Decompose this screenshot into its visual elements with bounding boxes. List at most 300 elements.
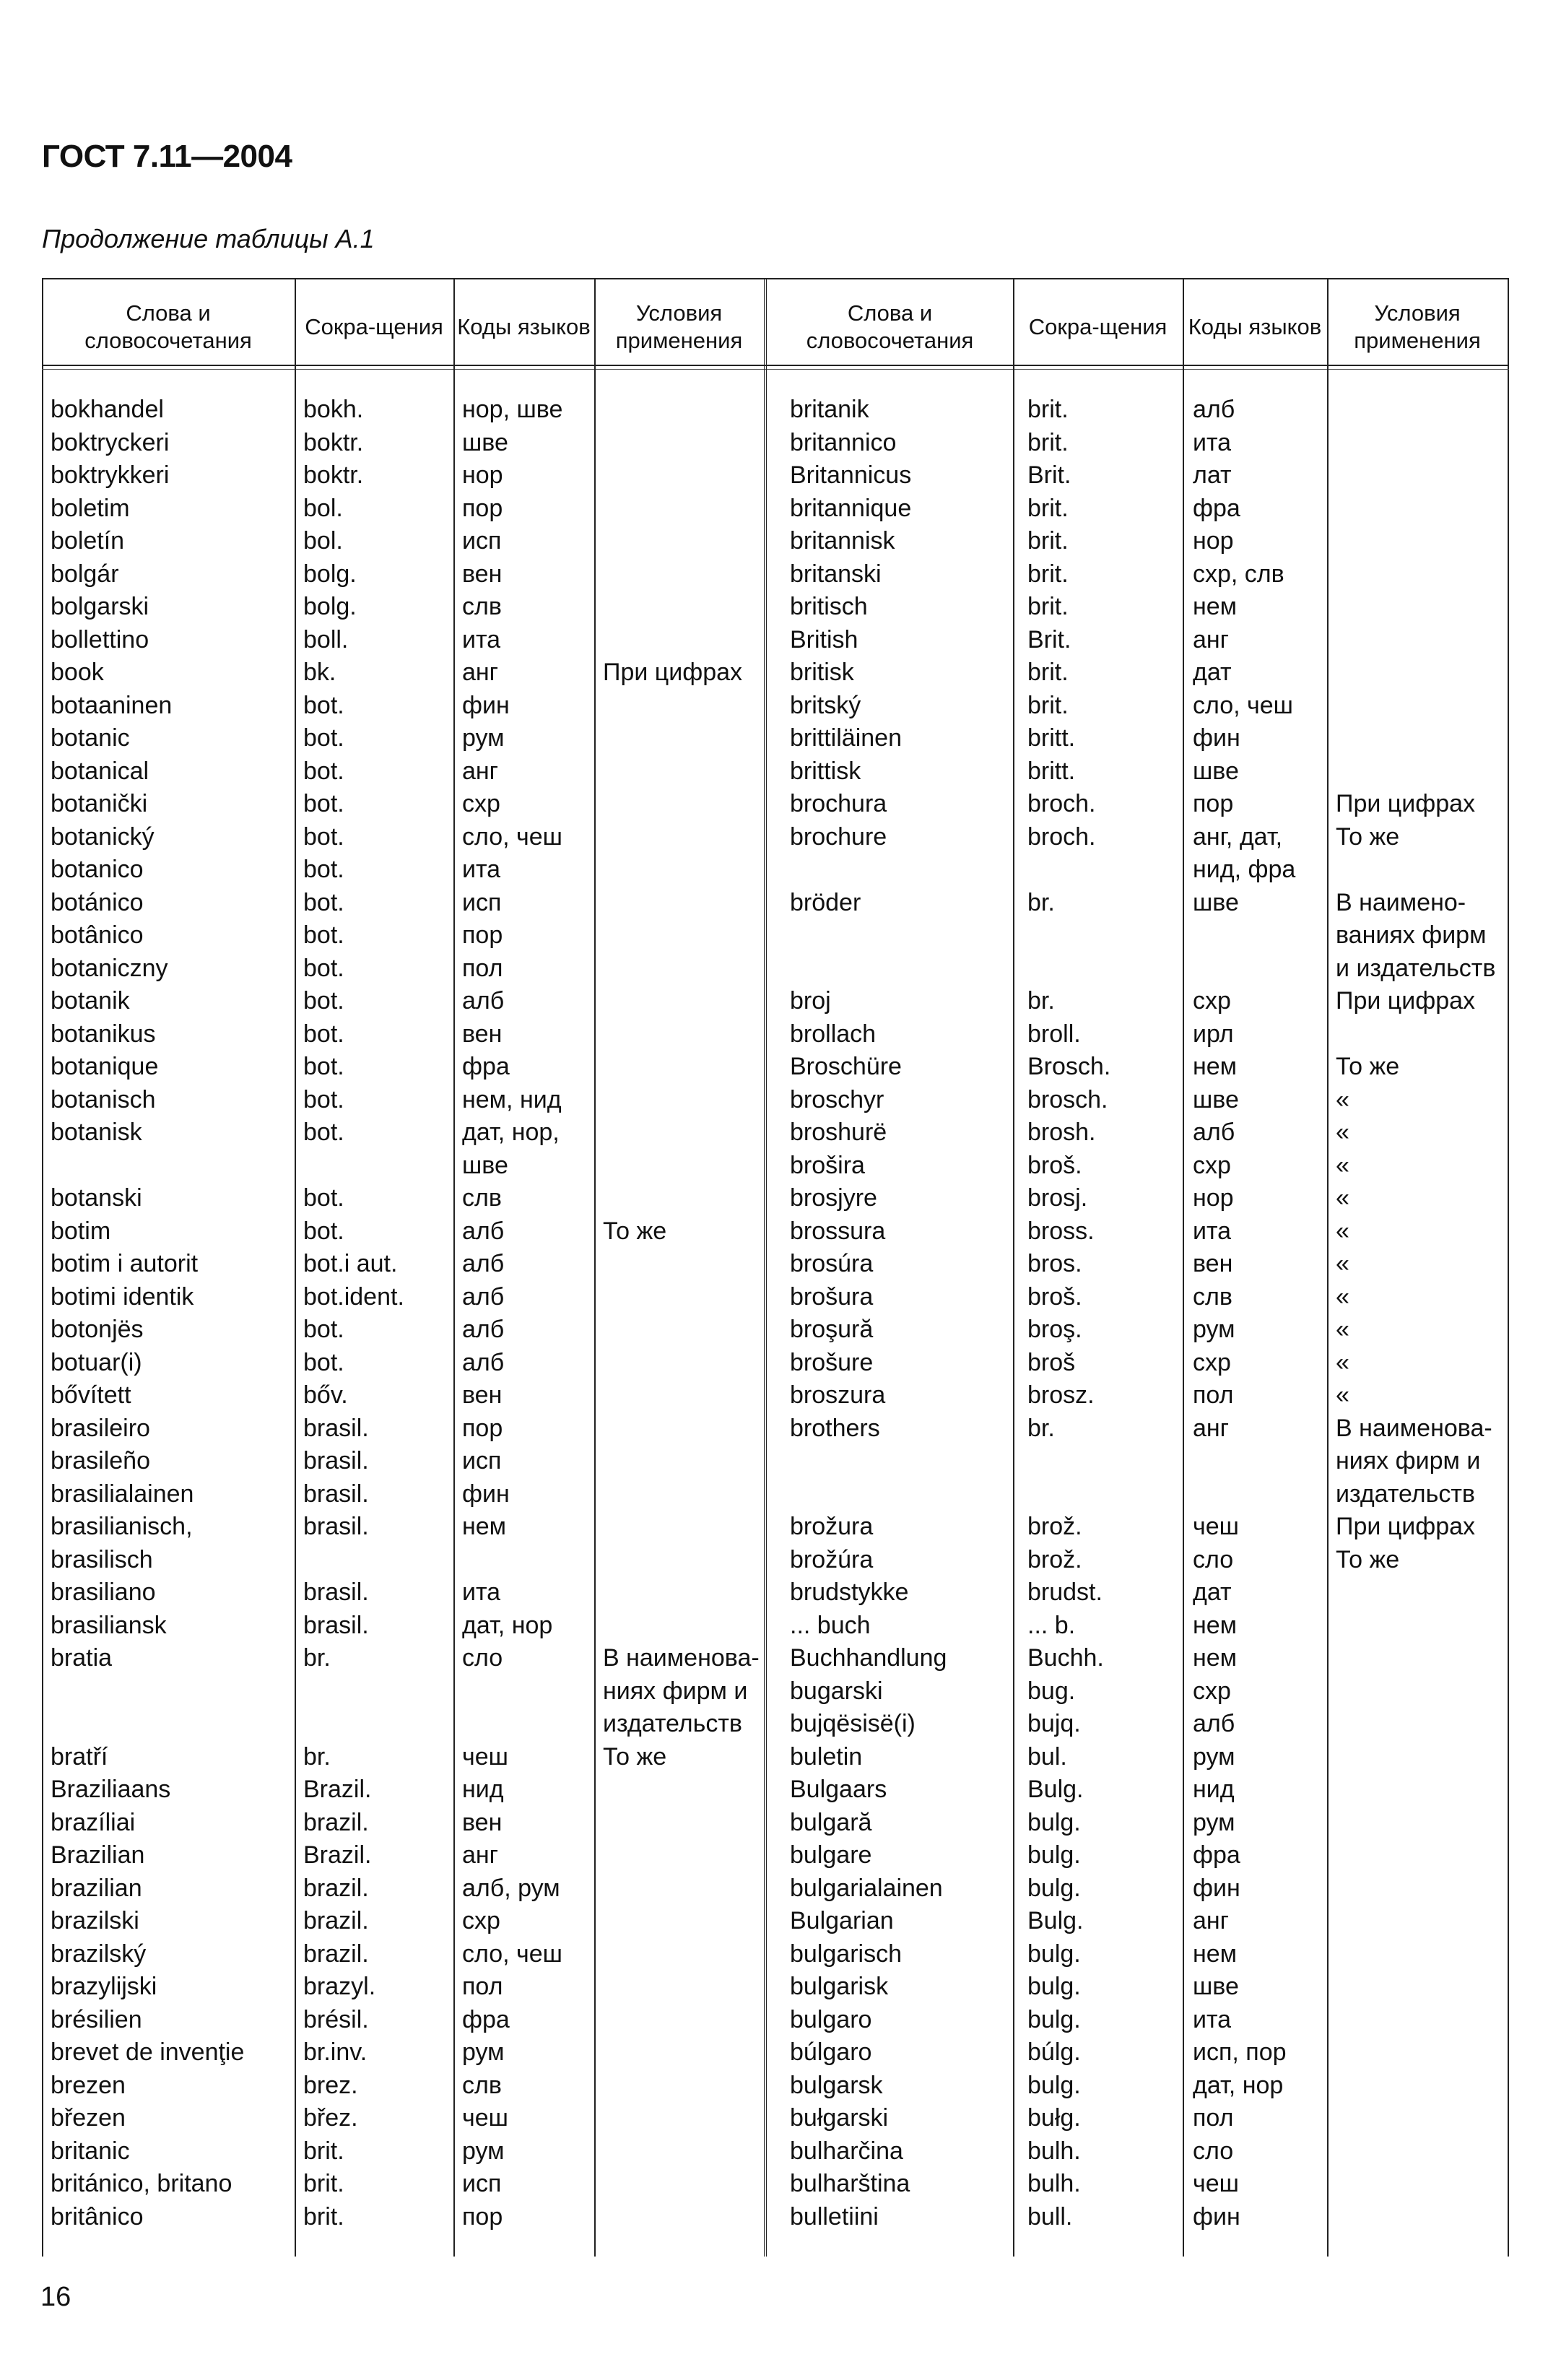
cell-abbreviation: bul. — [1027, 1742, 1067, 1771]
cell-abbreviation: bolg. — [303, 593, 357, 620]
cell-language-codes: нем — [1193, 1611, 1238, 1639]
table-row — [42, 1248, 1509, 1281]
table-row — [42, 854, 1509, 887]
cell-abbreviation: brazil. — [303, 1874, 369, 1902]
cell-word: bokhandel — [51, 396, 164, 423]
cell-word: botaaninen — [51, 691, 173, 719]
cell-word: British — [790, 625, 858, 653]
cell-language-codes: фин — [1193, 724, 1240, 752]
cell-word: bulharčina — [790, 2137, 903, 2165]
cell-word: botanický — [51, 822, 155, 851]
cell-conditions: и издательств — [1336, 954, 1496, 982]
cell-language-codes: чеш — [462, 2104, 508, 2132]
cell-word: bulgarsk — [790, 2071, 883, 2099]
cell-abbreviation: brésil. — [303, 2005, 369, 2033]
cell-abbreviation: brit. — [1027, 396, 1069, 423]
cell-word: bułgarski — [790, 2104, 889, 2132]
cell-abbreviation: bol. — [303, 494, 343, 522]
cell-abbreviation: Brazil. — [303, 1776, 372, 1803]
table-row — [42, 1511, 1509, 1544]
cell-language-codes: дат, нор, — [462, 1119, 560, 1146]
cell-conditions: « — [1336, 1348, 1349, 1376]
cell-language-codes: нор — [1193, 527, 1234, 555]
cell-abbreviation: bros. — [1027, 1250, 1082, 1277]
table-row — [42, 1445, 1509, 1478]
cell-word: botim i autorit — [51, 1250, 199, 1277]
table-row — [42, 1741, 1509, 1774]
cell-abbreviation: brit. — [1027, 691, 1069, 719]
header-divider — [42, 365, 1509, 366]
cell-abbreviation: brož. — [1027, 1513, 1082, 1540]
cell-abbreviation: brazil. — [303, 1808, 369, 1836]
table-row — [42, 1807, 1509, 1840]
table-row — [42, 1412, 1509, 1446]
table-row — [42, 2201, 1509, 2234]
cell-conditions: В наименова- — [1336, 1414, 1492, 1442]
cell-conditions: издательств — [1336, 1480, 1475, 1508]
cell-abbreviation: broš — [1027, 1348, 1076, 1376]
cell-word: botanski — [51, 1184, 142, 1212]
cell-abbreviation: broch. — [1027, 790, 1096, 817]
cell-abbreviation: bug. — [1027, 1677, 1076, 1705]
cell-language-codes: шве — [1193, 757, 1239, 785]
cell-abbreviation: brasil. — [303, 1611, 369, 1639]
cell-language-codes: алб — [462, 987, 505, 1015]
cell-language-codes: лат — [1193, 461, 1232, 489]
cell-word: botanisch — [51, 1085, 156, 1113]
cell-abbreviation: britt. — [1027, 757, 1076, 785]
cell-language-codes: фра — [1193, 494, 1240, 522]
cell-abbreviation: br. — [1027, 1414, 1055, 1442]
cell-language-codes: рум — [1193, 1808, 1235, 1836]
cell-language-codes: пор — [462, 494, 503, 522]
cell-abbreviation: brit. — [1027, 428, 1069, 456]
cell-abbreviation: bot. — [303, 856, 344, 883]
cell-language-codes: сло, чеш — [1193, 691, 1293, 719]
cell-conditions: ниях фирм и — [1336, 1447, 1481, 1475]
cell-language-codes: алб — [462, 1282, 505, 1311]
cell-abbreviation: brosz. — [1027, 1381, 1095, 1409]
cell-word: bulgare — [790, 1841, 872, 1869]
cell-language-codes: анг — [1193, 625, 1230, 653]
cell-language-codes: алб — [1193, 1119, 1235, 1146]
cell-language-codes: нор, шве — [462, 396, 563, 423]
cell-abbreviation: broll. — [1027, 1020, 1081, 1048]
cell-language-codes: пор — [462, 1414, 503, 1442]
cell-word: britannisk — [790, 527, 895, 555]
cell-abbreviation: bot.i aut. — [303, 1250, 398, 1277]
header-language-codes: Коды языков — [457, 314, 591, 339]
cell-abbreviation: bot. — [303, 888, 344, 916]
cell-word: buletin — [790, 1742, 863, 1771]
cell-language-codes: дат — [1193, 1578, 1232, 1606]
table-row — [42, 1544, 1509, 1577]
cell-conditions: То же — [1336, 822, 1400, 851]
cell-word: bolgár — [51, 560, 119, 588]
cell-language-codes: нем — [1193, 593, 1238, 620]
cell-word: broszura — [790, 1381, 886, 1409]
cell-abbreviation: bułg. — [1027, 2104, 1081, 2132]
cell-language-codes: анг — [462, 659, 499, 686]
cell-abbreviation: br. — [1027, 987, 1055, 1015]
cell-word: brevet de invenţie — [51, 2038, 245, 2066]
table-row — [42, 1018, 1509, 1051]
cell-language-codes: рум — [1193, 1316, 1235, 1343]
cell-conditions: При цифрах — [1336, 790, 1476, 817]
table-row — [42, 1938, 1509, 1971]
cell-abbreviation: broch. — [1027, 822, 1096, 851]
cell-language-codes: чеш — [1193, 2170, 1239, 2197]
cell-language-codes: схр — [1193, 1677, 1231, 1705]
cell-language-codes: нид — [462, 1776, 504, 1803]
cell-language-codes: пол — [1193, 2104, 1234, 2132]
cell-language-codes: нем — [1193, 1053, 1238, 1080]
cell-conditions: « — [1336, 1151, 1349, 1179]
header-abbreviations: Сокра-щения — [1028, 314, 1168, 339]
cell-abbreviation: bot.ident. — [303, 1282, 404, 1311]
cell-language-codes: анг — [1193, 1414, 1230, 1442]
cell-word: březen — [51, 2104, 126, 2132]
cell-language-codes: рум — [462, 2137, 505, 2165]
cell-word: botanique — [51, 1053, 159, 1080]
cell-word: brošura — [790, 1282, 874, 1311]
cell-word: botânico — [51, 921, 144, 949]
cell-abbreviation: brit. — [1027, 593, 1069, 620]
cell-word: brazylijski — [51, 1973, 157, 2000]
cell-abbreviation: broš. — [1027, 1151, 1082, 1179]
cell-word: book — [51, 659, 104, 686]
cell-word: brošira — [790, 1151, 865, 1179]
cell-abbreviation: bulg. — [1027, 1808, 1081, 1836]
cell-word: botanic — [51, 724, 130, 752]
cell-word: botimi identik — [51, 1282, 194, 1311]
table-row — [42, 2168, 1509, 2201]
cell-word: brossura — [790, 1217, 886, 1245]
cell-language-codes: исп — [462, 1447, 502, 1475]
cell-language-codes: сло — [462, 1644, 503, 1672]
cell-abbreviation: brož. — [1027, 1545, 1082, 1573]
cell-language-codes: фин — [1193, 1874, 1240, 1902]
cell-language-codes: схр — [1193, 987, 1231, 1015]
cell-word: brasiliansk — [51, 1611, 167, 1639]
cell-word: britanic — [51, 2137, 130, 2165]
table-row — [42, 1150, 1509, 1183]
cell-word: brothers — [790, 1414, 880, 1442]
cell-conditions: ваниях фирм — [1336, 921, 1487, 949]
cell-abbreviation: bot. — [303, 1119, 344, 1146]
cell-word: Bulgaars — [790, 1776, 887, 1803]
cell-abbreviation: brasil. — [303, 1513, 369, 1540]
cell-language-codes: нид, фра — [1193, 856, 1296, 883]
cell-abbreviation: Bulg. — [1027, 1907, 1084, 1934]
table-row — [42, 2004, 1509, 2037]
abbreviations-table — [42, 278, 1509, 2257]
cell-abbreviation: bot. — [303, 724, 344, 752]
cell-abbreviation: br. — [303, 1644, 331, 1672]
table-row — [42, 1610, 1509, 1643]
cell-word: britanik — [790, 396, 869, 423]
cell-abbreviation: bulh. — [1027, 2137, 1081, 2165]
cell-abbreviation: brit. — [303, 2170, 344, 2197]
cell-abbreviation: brazil. — [303, 1940, 369, 1968]
cell-word: brazíliai — [51, 1808, 136, 1836]
cell-language-codes: нем, нид — [462, 1085, 562, 1113]
table-row — [42, 1905, 1509, 1938]
cell-language-codes: алб — [462, 1250, 505, 1277]
table-row — [42, 525, 1509, 558]
table-row — [42, 2135, 1509, 2168]
cell-abbreviation: ... b. — [1027, 1611, 1076, 1639]
cell-language-codes: сло — [1193, 1545, 1234, 1573]
cell-word: brollach — [790, 1020, 877, 1048]
cell-abbreviation: břez. — [303, 2104, 358, 2132]
table-row — [42, 952, 1509, 986]
cell-abbreviation: brit. — [1027, 494, 1069, 522]
cell-language-codes: дат — [1193, 659, 1232, 686]
cell-word: botim — [51, 1217, 111, 1245]
cell-language-codes: фин — [462, 1480, 510, 1508]
cell-language-codes: пол — [1193, 1381, 1234, 1409]
cell-language-codes: анг — [462, 1841, 499, 1869]
cell-word: britânico — [51, 2202, 144, 2231]
cell-abbreviation: bol. — [303, 527, 343, 555]
cell-language-codes: сло, чеш — [462, 822, 562, 851]
cell-language-codes: алб — [1193, 396, 1235, 423]
cell-abbreviation: bokh. — [303, 396, 364, 423]
cell-abbreviation: Brit. — [1027, 461, 1071, 489]
cell-language-codes: дат, нор — [462, 1611, 553, 1639]
cell-abbreviation: Brazil. — [303, 1841, 372, 1869]
cell-abbreviation: br. — [1027, 888, 1055, 916]
cell-language-codes: фра — [462, 2005, 510, 2033]
cell-abbreviation: brosch. — [1027, 1085, 1108, 1113]
cell-abbreviation: bőv. — [303, 1381, 348, 1409]
cell-abbreviation: bot. — [303, 921, 344, 949]
cell-abbreviation: brosj. — [1027, 1184, 1088, 1212]
cell-word: botánico — [51, 888, 144, 916]
cell-conditions: То же — [603, 1217, 667, 1245]
cell-word: britský — [790, 691, 861, 719]
cell-abbreviation: bot. — [303, 1184, 344, 1212]
cell-word: bröder — [790, 888, 861, 916]
cell-language-codes: ирл — [1193, 1020, 1234, 1048]
cell-language-codes: анг, дат, — [1193, 822, 1283, 851]
cell-language-codes: слв — [462, 593, 502, 620]
cell-language-codes: алб — [1193, 1710, 1235, 1737]
cell-abbreviation: boktr. — [303, 461, 364, 489]
cell-word: boletim — [51, 494, 130, 522]
cell-language-codes: фин — [1193, 2202, 1240, 2231]
cell-language-codes: пол — [462, 954, 503, 982]
cell-word: boletín — [51, 527, 125, 555]
table-row — [42, 2070, 1509, 2103]
cell-language-codes: алб — [462, 1217, 505, 1245]
cell-word: británico, britano — [51, 2170, 232, 2197]
cell-conditions: « — [1336, 1316, 1349, 1343]
cell-abbreviation: bolg. — [303, 560, 357, 588]
cell-word: broschyr — [790, 1085, 884, 1113]
cell-word: britisk — [790, 659, 854, 686]
cell-conditions: При цифрах — [1336, 987, 1476, 1015]
table-row — [42, 887, 1509, 920]
header-abbreviations: Сокра-щения — [305, 314, 443, 339]
cell-language-codes: вен — [1193, 1250, 1233, 1277]
cell-language-codes: сло, чеш — [462, 1940, 562, 1968]
table-row — [42, 1313, 1509, 1347]
cell-word: brittisk — [790, 757, 861, 785]
cell-abbreviation: bot. — [303, 987, 344, 1015]
cell-word: brožura — [790, 1513, 874, 1540]
header-conditions: Условия применения — [1354, 300, 1481, 353]
table-row — [42, 1281, 1509, 1314]
cell-language-codes: ита — [1193, 2005, 1232, 2033]
cell-word: brosúra — [790, 1250, 874, 1277]
cell-conditions: В наимено- — [1336, 888, 1466, 916]
cell-abbreviation: Brosch. — [1027, 1053, 1111, 1080]
table-row — [42, 755, 1509, 789]
cell-conditions: « — [1336, 1085, 1349, 1113]
cell-word: bulgară — [790, 1808, 872, 1836]
cell-language-codes: пор — [462, 2202, 503, 2231]
cell-language-codes: пор — [1193, 790, 1234, 817]
cell-abbreviation: bot. — [303, 691, 344, 719]
cell-abbreviation: búlg. — [1027, 2038, 1081, 2066]
table-row — [42, 1084, 1509, 1117]
cell-abbreviation: bot. — [303, 1316, 344, 1343]
cell-word: Broschüre — [790, 1053, 902, 1080]
cell-word: Brazilian — [51, 1841, 145, 1869]
table-row — [42, 1773, 1509, 1807]
cell-language-codes: фин — [462, 691, 510, 719]
cell-abbreviation: bull. — [1027, 2202, 1073, 2231]
cell-abbreviation: Buchh. — [1027, 1644, 1104, 1672]
cell-word: bolgarski — [51, 593, 149, 620]
cell-abbreviation: brosh. — [1027, 1119, 1096, 1146]
cell-language-codes: чеш — [1193, 1513, 1239, 1540]
cell-conditions: То же — [603, 1742, 667, 1771]
cell-abbreviation: Brit. — [1027, 625, 1071, 653]
cell-conditions: При цифрах — [1336, 1513, 1476, 1540]
cell-abbreviation: brasil. — [303, 1447, 369, 1475]
cell-language-codes: алб — [462, 1348, 505, 1376]
cell-abbreviation: brez. — [303, 2071, 358, 2099]
table-row — [42, 459, 1509, 492]
cell-language-codes: чеш — [462, 1742, 508, 1771]
cell-language-codes: исп, пор — [1193, 2038, 1287, 2066]
table-row — [42, 1675, 1509, 1708]
cell-word: brésilien — [51, 2005, 142, 2033]
cell-word: brazilski — [51, 1907, 139, 1934]
table-row — [42, 656, 1509, 690]
cell-word: bratří — [51, 1742, 108, 1771]
cell-abbreviation: bot. — [303, 954, 344, 982]
cell-language-codes: нем — [1193, 1644, 1238, 1672]
cell-language-codes: схр — [1193, 1151, 1231, 1179]
cell-abbreviation: Bulg. — [1027, 1776, 1084, 1803]
cell-abbreviation: bulg. — [1027, 1973, 1081, 2000]
cell-abbreviation: bot. — [303, 1020, 344, 1048]
cell-word: brasilianisch, — [51, 1513, 193, 1540]
cell-word: brošure — [790, 1348, 874, 1376]
cell-abbreviation: bot. — [303, 757, 344, 785]
cell-conditions: « — [1336, 1119, 1349, 1146]
table-row — [42, 2102, 1509, 2135]
table-row — [42, 1478, 1509, 1511]
cell-language-codes: алб, рум — [462, 1874, 560, 1902]
cell-conditions: « — [1336, 1217, 1349, 1245]
cell-word: brezen — [51, 2071, 126, 2099]
cell-conditions: То же — [1336, 1053, 1400, 1080]
cell-abbreviation: bulg. — [1027, 1874, 1081, 1902]
cell-language-codes: рум — [1193, 1742, 1235, 1771]
header-language-codes: Коды языков — [1188, 314, 1322, 339]
table-row — [42, 591, 1509, 624]
cell-abbreviation: bot. — [303, 1053, 344, 1080]
cell-language-codes: слв — [462, 1184, 502, 1212]
cell-language-codes: рум — [462, 724, 505, 752]
cell-word: brasileño — [51, 1447, 150, 1475]
table-row — [42, 1839, 1509, 1872]
cell-language-codes: исп — [462, 527, 502, 555]
cell-language-codes: схр — [1193, 1348, 1231, 1376]
cell-word: britisch — [790, 593, 868, 620]
cell-word: boktrykkeri — [51, 461, 170, 489]
table-row — [42, 1642, 1509, 1675]
cell-abbreviation: brudst. — [1027, 1578, 1103, 1606]
cell-abbreviation: brit. — [303, 2202, 344, 2231]
cell-word: brittiläinen — [790, 724, 902, 752]
cell-word: broj — [790, 987, 831, 1015]
cell-language-codes: ита — [462, 856, 501, 883]
cell-abbreviation: bot. — [303, 790, 344, 817]
cell-language-codes: пол — [462, 1973, 503, 2000]
cell-word: botanisk — [51, 1119, 142, 1146]
table-row — [42, 1347, 1509, 1380]
cell-word: brasileiro — [51, 1414, 150, 1442]
cell-abbreviation: brit. — [303, 2137, 344, 2165]
cell-abbreviation: bot. — [303, 1085, 344, 1113]
table-row — [42, 1971, 1509, 2004]
cell-language-codes: вен — [462, 1808, 503, 1836]
cell-word: Bulgarian — [790, 1907, 894, 1934]
cell-word: britanski — [790, 560, 882, 588]
cell-conditions: « — [1336, 1184, 1349, 1212]
cell-language-codes: шве — [1193, 1973, 1239, 2000]
cell-abbreviation: bross. — [1027, 1217, 1095, 1245]
cell-language-codes: шве — [1193, 888, 1239, 916]
cell-word: bollettino — [51, 625, 149, 653]
table-row — [42, 821, 1509, 854]
table-row — [42, 394, 1509, 427]
cell-language-codes: шве — [1193, 1085, 1239, 1113]
cell-word: botaniczny — [51, 954, 168, 982]
table-row — [42, 690, 1509, 723]
cell-abbreviation: brasil. — [303, 1578, 369, 1606]
cell-word: brasilisch — [51, 1545, 153, 1573]
table-row — [42, 1379, 1509, 1412]
cell-word: brochure — [790, 822, 887, 851]
cell-word: brasiliano — [51, 1578, 156, 1606]
cell-word: brazilský — [51, 1940, 147, 1968]
cell-language-codes: нид — [1193, 1776, 1235, 1803]
cell-word: bulgarisch — [790, 1940, 902, 1968]
cell-abbreviation: brazil. — [303, 1907, 369, 1934]
cell-abbreviation: bot. — [303, 1217, 344, 1245]
cell-word: bratia — [51, 1644, 113, 1672]
cell-word: brosjyre — [790, 1184, 877, 1212]
cell-conditions: « — [1336, 1381, 1349, 1409]
cell-conditions: издательств — [603, 1710, 742, 1737]
